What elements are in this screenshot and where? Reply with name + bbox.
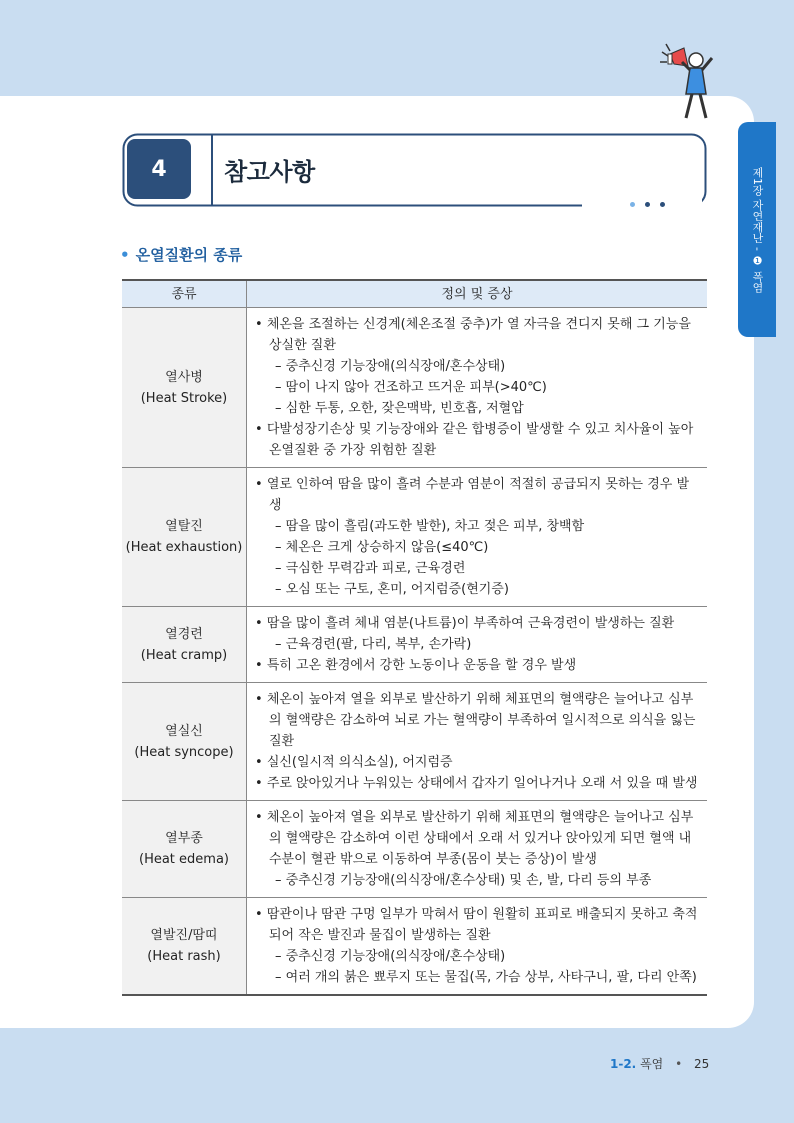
detail-line: – 땀이 나지 않아 건조하고 뜨거운 피부(>40℃) xyxy=(275,380,547,395)
header-definition: 정의 및 증상 xyxy=(247,280,708,308)
bullet-line: • 열로 인하여 땀을 많이 흘려 수분과 염분이 적절히 공급되지 못하는 경우 발생 xyxy=(255,474,699,516)
illness-type-cell xyxy=(122,801,247,898)
table-row xyxy=(122,801,707,898)
illness-name-en: (Heat rash) xyxy=(147,949,221,964)
detail-line: – 심한 두통, 오한, 잦은맥박, 빈호흡, 저혈압 xyxy=(275,401,524,416)
section-number: 4 xyxy=(127,139,191,199)
subsection-heading xyxy=(120,244,242,265)
table-row xyxy=(122,308,707,468)
table-header-row xyxy=(122,280,707,308)
illness-description-cell xyxy=(247,607,708,683)
megaphone-mascot-icon xyxy=(652,40,724,120)
detail-line: – 극심한 무력감과 피로, 근육경련 xyxy=(275,561,466,576)
title-frame xyxy=(122,133,707,207)
illness-name-en: (Heat cramp) xyxy=(140,647,228,663)
illness-name-ko: 열탈진 xyxy=(165,519,203,534)
illness-name-ko: 열실신 xyxy=(165,723,203,739)
bullet-icon: • xyxy=(120,246,130,264)
illness-name-ko: 열부종 xyxy=(165,831,203,846)
illness-description-cell xyxy=(247,683,708,801)
illness-type-cell xyxy=(122,308,247,468)
detail-line: – 여러 개의 붉은 뾰루지 또는 물집(목, 가슴 상부, 사타구니, 팔, 다리 안쪽) xyxy=(275,970,697,985)
illness-name-en: (Heat Stroke) xyxy=(140,390,228,406)
detail-line: – 근육경련(팔, 다리, 복부, 손가락) xyxy=(275,637,472,652)
illness-name-ko: 열발진/땀띠 xyxy=(150,928,218,943)
illness-name-en: (Heat edema) xyxy=(139,852,229,867)
detail-line: – 오심 또는 구토, 혼미, 어지럼증(현기증) xyxy=(275,582,509,597)
footer-label: 폭염 xyxy=(640,1057,664,1071)
bullet-line: • 체온이 높아져 열을 외부로 발산하기 위해 체표면의 혈액량은 늘어나고 심부의 혈액량은 감소하여 뇌로 가는 혈액량이 부족하여 일시적으로 의식을 잃는 질환 xyxy=(255,689,699,752)
illness-description-cell xyxy=(247,898,708,996)
bullet-line: • 체온이 높아져 열을 외부로 발산하기 위해 체표면의 혈액량은 늘어나고 심부의 혈액량은 감소하여 이런 상태에서 오래 서 있거나 앉아있게 되면 혈액 내 수분이 혈관 밖으로 이동하여 부종(몸이 붓는 증상)이 발생 xyxy=(255,807,699,870)
detail-line: – 중추신경 기능장애(의식장애/혼수상태) xyxy=(275,359,506,374)
page-number: 25 xyxy=(694,1057,710,1071)
illness-name-en: (Heat syncope) xyxy=(134,744,234,760)
footer-separator: • xyxy=(675,1057,683,1071)
illness-type-cell xyxy=(122,468,247,607)
detail-line: – 중추신경 기능장애(의식장애/혼수상태) xyxy=(275,949,506,964)
illness-type-cell xyxy=(122,898,247,996)
heat-illness-table xyxy=(122,279,707,996)
table-row xyxy=(122,607,707,683)
header-type: 종류 xyxy=(122,280,247,308)
page-footer xyxy=(610,1055,709,1072)
detail-line: – 중추신경 기능장애(의식장애/혼수상태) 및 손, 발, 다리 등의 부종 xyxy=(275,873,652,888)
illness-name-ko: 열사병 xyxy=(165,369,203,385)
bullet-line: • 다발성장기손상 및 기능장애와 같은 합병증이 발생할 수 있고 치사율이 높아 온열질환 중 가장 위험한 질환 xyxy=(255,419,699,461)
bullet-line: • 체온을 조절하는 신경계(체온조절 중추)가 열 자극을 견디지 못해 그 기능을 상실한 질환 xyxy=(255,314,699,356)
illness-type-cell xyxy=(122,683,247,801)
illness-name-ko: 열경련 xyxy=(165,626,203,642)
bullet-line: • 주로 앉아있거나 누워있는 상태에서 갑자기 일어나거나 오래 서 있을 때 발생 xyxy=(255,773,699,794)
detail-line: – 땀을 많이 흘림(과도한 발한), 차고 젖은 피부, 창백함 xyxy=(275,519,585,534)
illness-description-cell xyxy=(247,308,708,468)
bullet-line: • 땀을 많이 흘려 체내 염분(나트륨)이 부족하여 근육경련이 발생하는 질환 xyxy=(255,613,699,634)
page-title: 참고사항 xyxy=(224,158,315,186)
decorative-dots xyxy=(630,202,665,207)
illness-type-cell xyxy=(122,607,247,683)
chapter-side-tab-label: 제1장 자연재난 - ❶ 폭염 xyxy=(751,166,764,293)
table-row xyxy=(122,468,707,607)
subsection-heading-text: 온열질환의 종류 xyxy=(135,246,243,264)
table-row xyxy=(122,683,707,801)
detail-line: – 체온은 크게 상승하지 않음(≤40℃) xyxy=(275,540,489,555)
illness-name-en: (Heat exhaustion) xyxy=(125,540,243,555)
chapter-side-tab[interactable] xyxy=(738,122,776,337)
illness-description-cell xyxy=(247,468,708,607)
bullet-line: • 땀관이나 땀관 구멍 일부가 막혀서 땀이 원활히 표피로 배출되지 못하고 축적되어 작은 발진과 물집이 발생하는 질환 xyxy=(255,904,699,946)
table-row xyxy=(122,898,707,996)
bullet-line: • 실신(일시적 의식소실), 어지럼증 xyxy=(255,752,699,773)
illness-description-cell xyxy=(247,801,708,898)
footer-section: 1-2. xyxy=(610,1057,637,1071)
bullet-line: • 특히 고온 환경에서 강한 노동이나 운동을 할 경우 발생 xyxy=(255,655,699,676)
